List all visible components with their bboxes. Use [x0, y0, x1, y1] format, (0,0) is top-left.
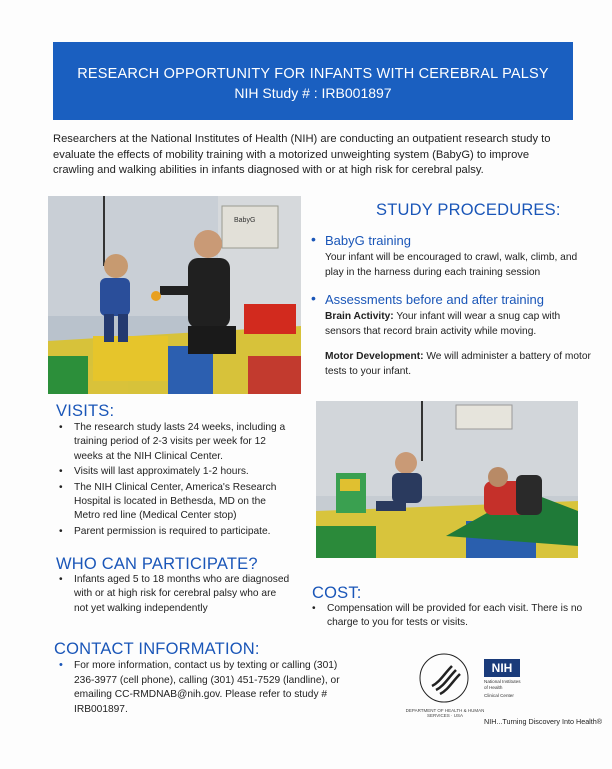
- brain-activity-text: Your infant will wear a snug cap with sensors that record brain activity while moving.: [325, 311, 561, 337]
- who-list: [59, 573, 291, 617]
- list-item: • The NIH Clinical Center, America's Research Hospital is located in Bethesda, MD on the Metro red line (Medical Center stop): [59, 481, 291, 524]
- who-can-participate-heading: WHO CAN PARTICIPATE?: [56, 555, 258, 573]
- procedure-assessments: [311, 292, 591, 379]
- nih-line-1: National Institutes: [484, 679, 521, 684]
- hhs-logo: [418, 652, 470, 704]
- procedure-title-babyg: BabyG training: [325, 233, 411, 248]
- procedure-text-babyg: Your infant will be encouraged to crawl, walk, climb, and play in the harness during each training session: [325, 252, 578, 278]
- contact-text: For more information, contact us by texting or calling (301) 236-3977 (cell phone), calling (301) 451-7529 (landline), or emailing CC-RMDNAB@nih.gov. Please refer to study # IRB001897.: [74, 660, 340, 715]
- visits-heading: VISITS:: [56, 402, 115, 420]
- brain-activity-label: Brain Activity:: [325, 311, 394, 322]
- title-banner: [53, 42, 573, 120]
- photo1-babyg-label: BabyG: [234, 217, 256, 224]
- list-item: • Visits will last approximately 1-2 hours.: [59, 465, 291, 479]
- visits-list: [59, 421, 291, 540]
- bullet-marker: •: [311, 290, 316, 306]
- list-item: • Infants aged 5 to 18 months who are diagnosed with or at high risk for cerebral palsy who are not yet walking independently: [59, 573, 291, 616]
- banner-study-number: NIH Study # : IRB001897: [234, 85, 392, 101]
- contact-information-heading: CONTACT INFORMATION:: [54, 640, 260, 658]
- procedure-babyg-training: [311, 233, 591, 280]
- photo-assessment: [316, 401, 578, 558]
- bullet-marker: •: [311, 231, 316, 247]
- list-item: • Parent permission is required to participate.: [59, 525, 291, 539]
- bullet-marker: •: [59, 659, 63, 671]
- cost-heading: COST:: [312, 584, 362, 602]
- hhs-logo-text: DEPARTMENT OF HEALTH & HUMAN SERVICES · USA: [405, 708, 485, 718]
- list-item: • The research study lasts 24 weeks, including a training period of 2-3 visits per week for 12 weeks at the NIH Clinical Center.: [59, 421, 291, 464]
- intro-paragraph: Researchers at the National Institutes of Health (NIH) are conducting an outpatient research study to evaluate the effects of mobility training with a motorized unweighting system (BabyG) to improve crawling and walking abilities in infants diagnosed with or at high risk for cerebral palsy.: [53, 133, 551, 176]
- motor-development-text: We will administer a battery of motor tests to your infant.: [325, 351, 591, 377]
- nih-line-2: of Health: [484, 685, 503, 690]
- contact-item: [59, 659, 359, 717]
- motor-development-label: Motor Development:: [325, 351, 424, 362]
- study-procedures-heading: STUDY PROCEDURES:: [376, 201, 561, 219]
- list-item: • Compensation will be provided for each visit. There is no charge to you for tests or visits.: [312, 602, 594, 631]
- nih-logo: [484, 659, 534, 699]
- nih-line-3: Clinical Center: [484, 693, 514, 698]
- banner-title: RESEARCH OPPORTUNITY FOR INFANTS WITH CEREBRAL PALSY: [77, 66, 549, 82]
- nih-tagline: NIH...Turning Discovery Into Health®: [484, 717, 603, 726]
- procedure-title-assessments: Assessments before and after training: [325, 292, 544, 307]
- photo-babyg-training: [48, 196, 301, 394]
- cost-list: [312, 602, 594, 632]
- nih-badge: NIH: [484, 659, 520, 677]
